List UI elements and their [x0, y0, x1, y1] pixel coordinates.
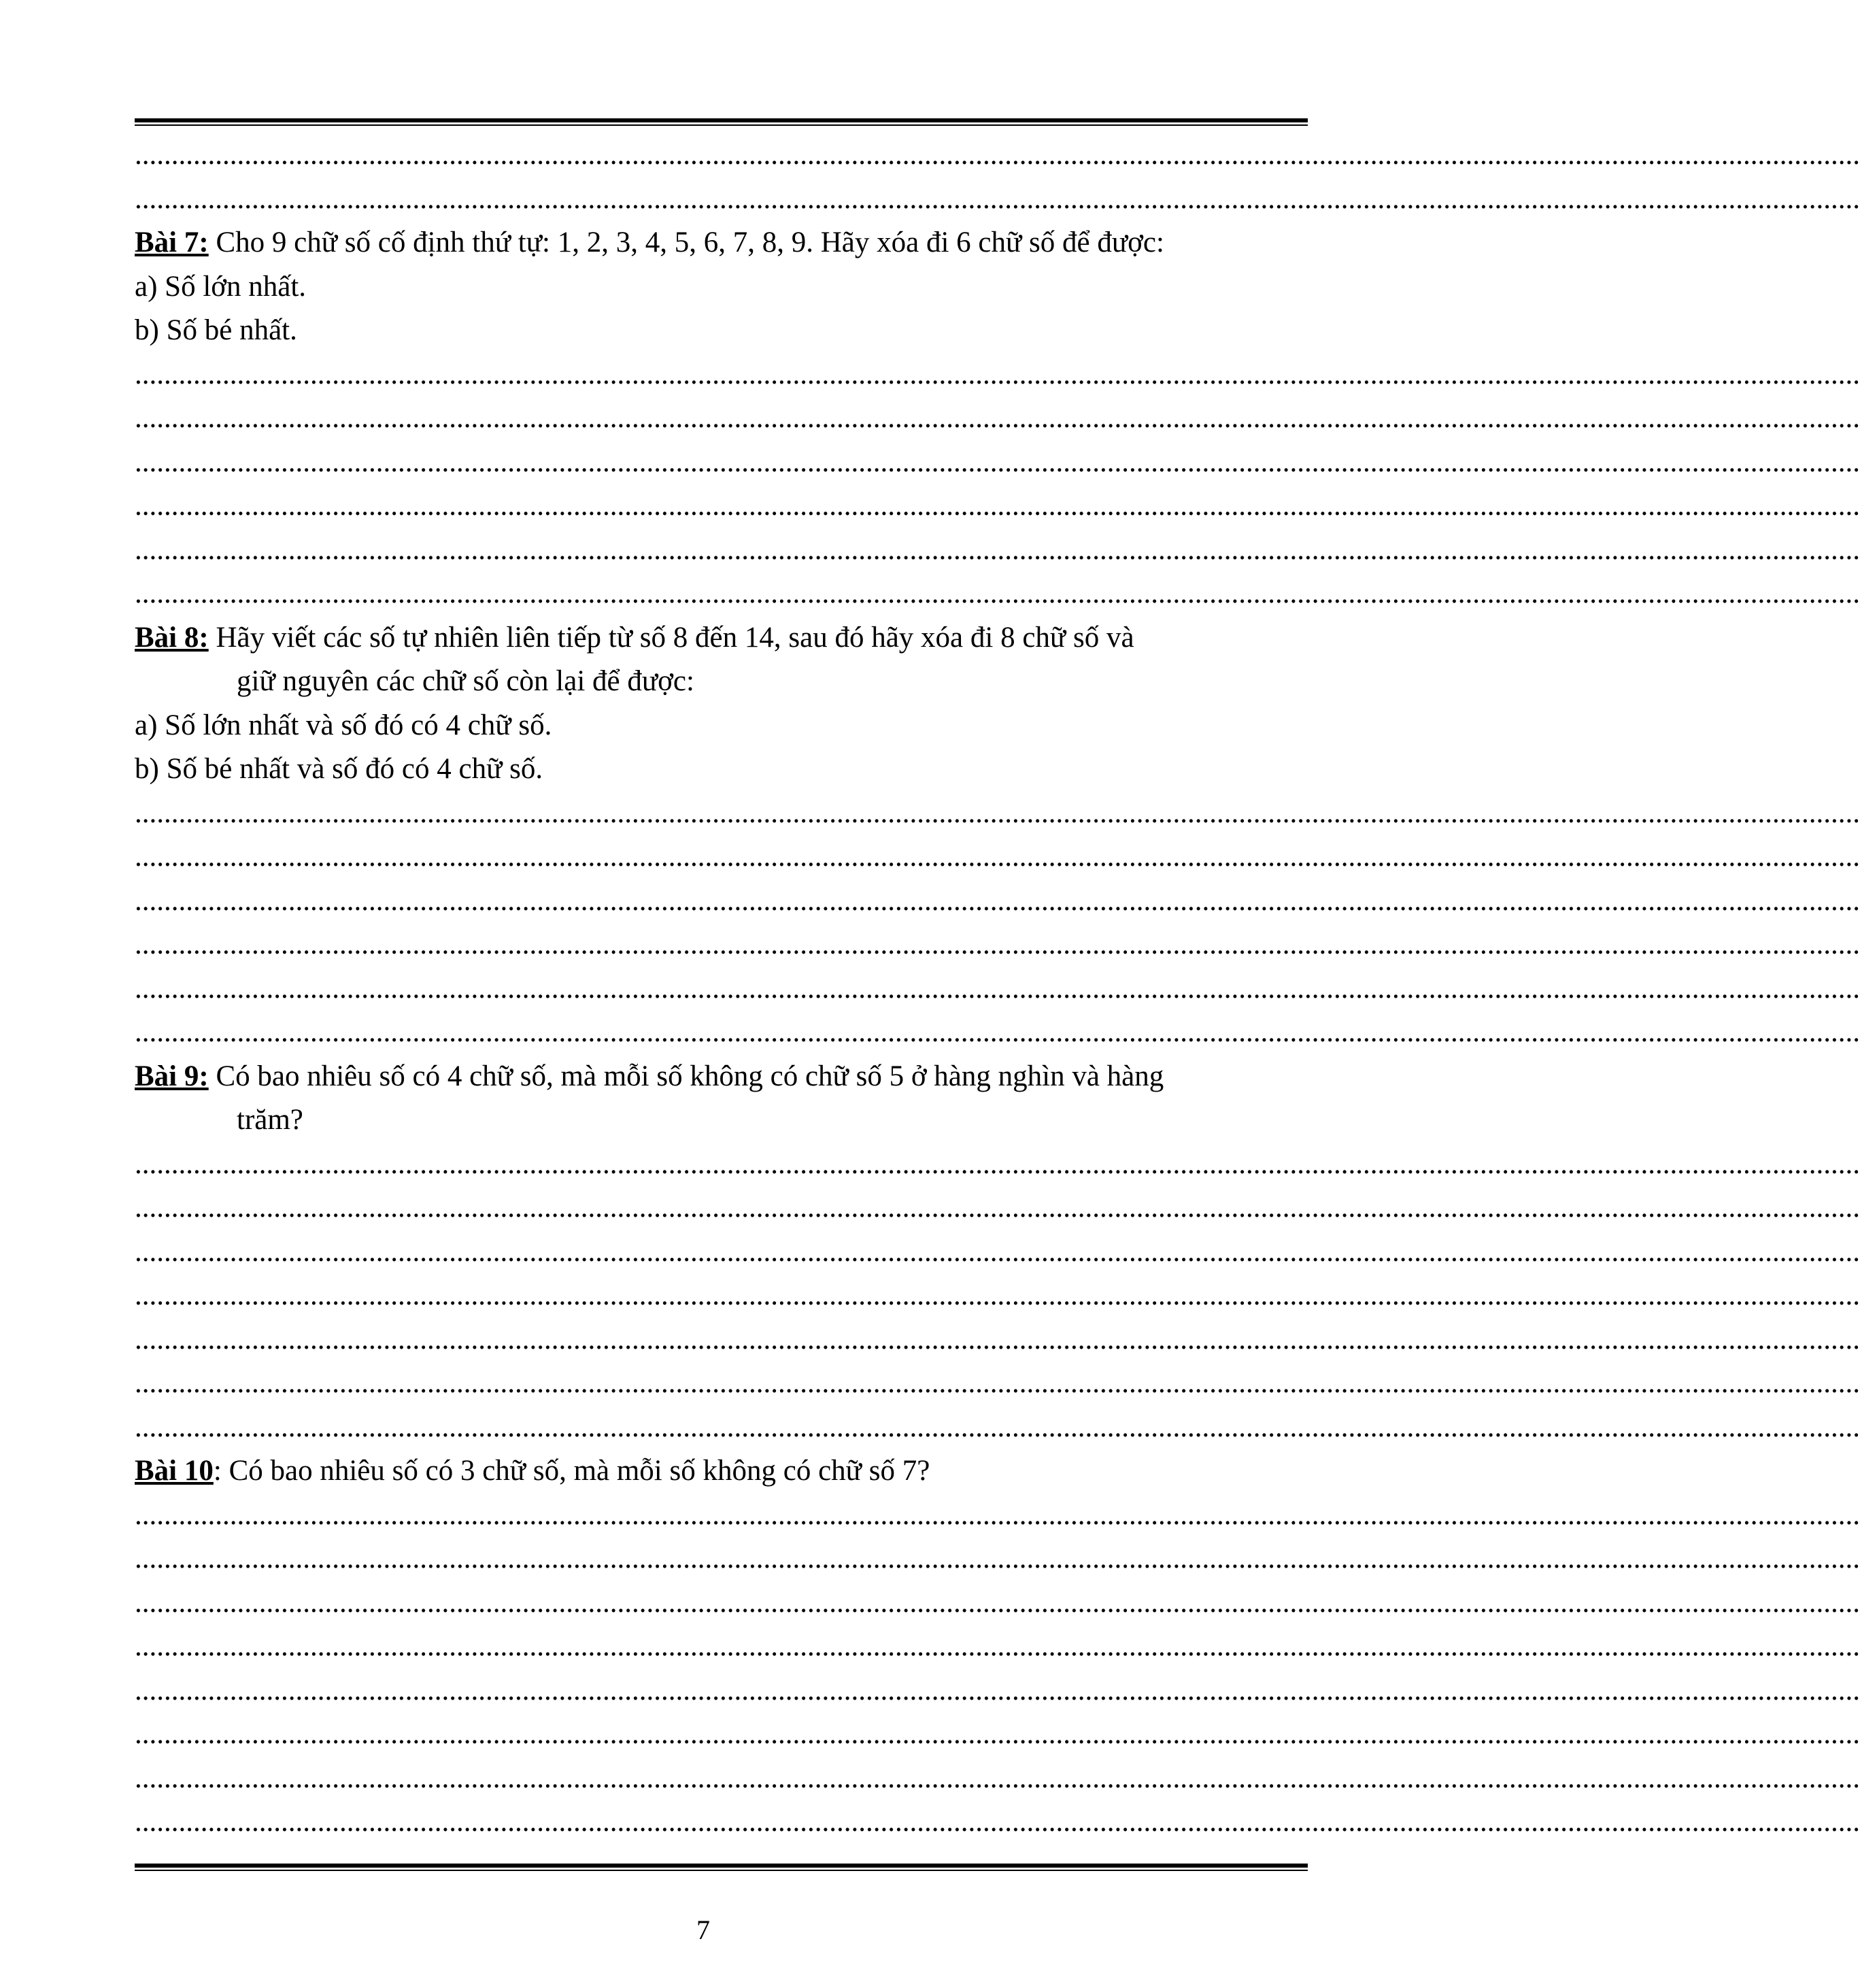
- answer-line: ............................................................................................................................................................................................................................................: [135, 445, 1860, 478]
- answer-line: ............................................................................................................................................................................................................................................: [135, 1192, 1860, 1224]
- header-double-rule: [135, 118, 1308, 126]
- exercise-9-prompt: [135, 1055, 1308, 1099]
- answer-line: ............................................................................................................................................................................................................................................: [135, 928, 1860, 960]
- exercise-text-continuation: giữ nguyên các chữ số còn lại để được:: [237, 665, 694, 697]
- page-number: 7: [696, 1915, 710, 1945]
- exercise-part: a) Số lớn nhất.: [135, 270, 307, 303]
- exercise-10-prompt: [135, 1449, 1308, 1494]
- worksheet-body: [135, 133, 1860, 1844]
- answer-line: ............................................................................................................................................................................................................................................: [135, 139, 1860, 171]
- answer-line: ............................................................................................................................................................................................................................................: [135, 402, 1860, 434]
- answer-line: ............................................................................................................................................................................................................................................: [135, 1016, 1860, 1048]
- exercise-8-prompt: [135, 616, 1308, 660]
- exercise-text: : Có bao nhiêu số có 3 chữ số, mà mỗi số không có chữ số 7?: [213, 1455, 930, 1487]
- answer-line: ............................................................................................................................................................................................................................................: [135, 1411, 1860, 1443]
- answer-line: ............................................................................................................................................................................................................................................: [135, 533, 1860, 566]
- answer-line: ............................................................................................................................................................................................................................................: [135, 1498, 1860, 1531]
- exercise-label: Bài 9:: [135, 1060, 209, 1092]
- answer-line: ............................................................................................................................................................................................................................................: [135, 1543, 1860, 1574]
- answer-line: ............................................................................................................................................................................................................................................: [135, 1279, 1860, 1311]
- exercise-7-prompt: [135, 221, 1308, 265]
- answer-line: ............................................................................................................................................................................................................................................: [135, 182, 1860, 215]
- answer-line: ............................................................................................................................................................................................................................................: [135, 1367, 1860, 1399]
- exercise-text: Cho 9 chữ số cố định thứ tự: 1, 2, 3, 4, 5, 6, 7, 8, 9. Hãy xóa đi 6 chữ số để được:: [208, 226, 1164, 258]
- answer-line: ............................................................................................................................................................................................................................................: [135, 796, 1860, 829]
- answer-line: ............................................................................................................................................................................................................................................: [135, 884, 1860, 917]
- answer-line: ............................................................................................................................................................................................................................................: [135, 358, 1860, 390]
- answer-line: ............................................................................................................................................................................................................................................: [135, 841, 1860, 873]
- answer-line: ............................................................................................................................................................................................................................................: [135, 1235, 1860, 1268]
- answer-line: ............................................................................................................................................................................................................................................: [135, 1630, 1860, 1662]
- answer-line: ............................................................................................................................................................................................................................................: [135, 1674, 1860, 1706]
- answer-line: ............................................................................................................................................................................................................................................: [135, 1762, 1860, 1794]
- answer-line: ............................................................................................................................................................................................................................................: [135, 490, 1860, 522]
- exercise-label: Bài 8:: [135, 621, 209, 654]
- footer-double-rule: [135, 1864, 1308, 1871]
- answer-line: ............................................................................................................................................................................................................................................: [135, 972, 1860, 1005]
- answer-line: ............................................................................................................................................................................................................................................: [135, 1806, 1860, 1838]
- answer-line: ............................................................................................................................................................................................................................................: [135, 1718, 1860, 1750]
- exercise-text-continuation: trăm?: [237, 1104, 303, 1136]
- exercise-part: b) Số bé nhất.: [135, 314, 297, 346]
- exercise-label: Bài 10: [135, 1455, 214, 1487]
- answer-line: ............................................................................................................................................................................................................................................: [135, 1147, 1860, 1180]
- answer-line: ............................................................................................................................................................................................................................................: [135, 1586, 1860, 1619]
- exercise-label: Bài 7:: [135, 226, 209, 258]
- answer-line: ............................................................................................................................................................................................................................................: [135, 1323, 1860, 1355]
- exercise-part: b) Số bé nhất và số đó có 4 chữ số.: [135, 753, 543, 785]
- exercise-part: a) Số lớn nhất và số đó có 4 chữ số.: [135, 709, 552, 741]
- answer-line: ............................................................................................................................................................................................................................................: [135, 577, 1860, 609]
- exercise-text: Hãy viết các số tự nhiên liên tiếp từ số 8 đến 14, sau đó hãy xóa đi 8 chữ số và: [208, 621, 1134, 654]
- exercise-text: Có bao nhiêu số có 4 chữ số, mà mỗi số không có chữ số 5 ở hàng nghìn và hàng: [208, 1060, 1164, 1092]
